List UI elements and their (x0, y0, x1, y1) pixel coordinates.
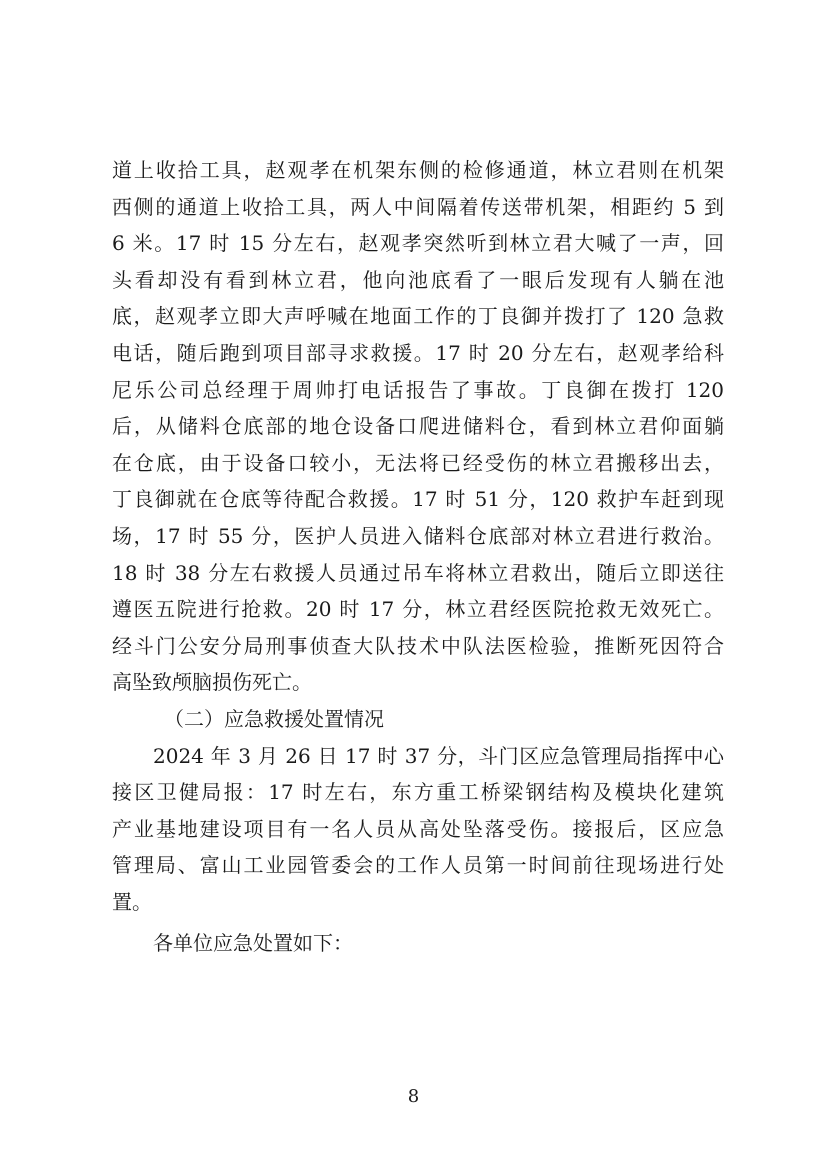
text-line: 后，从储料仓底部的地仓设备口爬进储料仓，看到林立君仰面躺 (112, 414, 724, 439)
text-line: 遵医五院进行抢救。20 时 17 分，林立君经医院抢救无效死亡。 (112, 597, 724, 622)
text-line: 底，赵观孝立即大声呼喊在地面工作的丁良御并拨打了 120 急救 (112, 304, 724, 329)
text-line: 西侧的通道上收拾工具，两人中间隔着传送带机架，相距约 5 到 (112, 194, 724, 219)
section-heading: （二）应急救援处置情况 (164, 706, 384, 731)
paragraph-emergency-units: 各单位应急处置如下： (153, 931, 353, 956)
text-line: 产业基地建设项目有一名人员从高处坠落受伤。接报后，区应急 (112, 816, 724, 841)
text-line: 在仓底，由于设备口较小，无法将已经受伤的林立君搬移出去， (112, 450, 724, 475)
text-line: 丁良御就在仓底等待配合救援。17 时 51 分，120 救护车赶到现 (112, 487, 724, 512)
text-line: 场，17 时 55 分，医护人员进入储料仓底部对林立君进行救治。 (112, 523, 724, 548)
text-line: 6 米。17 时 15 分左右，赵观孝突然听到林立君大喊了一声，回 (112, 231, 724, 256)
text-line: 接区卫健局报：17 时左右，东方重工桥梁钢结构及模块化建筑 (112, 780, 724, 805)
text-line: 头看却没有看到林立君，他向池底看了一眼后发现有人躺在池 (112, 267, 724, 292)
text-line: 2024 年 3 月 26 日 17 时 37 分，斗门区应急管理局指挥中心 (153, 743, 724, 768)
page-number: 8 (407, 1086, 420, 1107)
text-line: 电话，随后跑到项目部寻求救援。17 时 20 分左右，赵观孝给科 (112, 340, 724, 365)
text-line: 尼乐公司总经理于周帅打电话报告了事故。丁良御在拨打 120 (112, 377, 724, 402)
text-line: 置。 (112, 889, 152, 914)
text-line: 18 时 38 分左右救援人员通过吊车将林立君救出，随后立即送往 (112, 560, 724, 585)
text-line: 道上收拾工具，赵观孝在机架东侧的检修通道，林立君则在机架 (112, 158, 724, 182)
paragraph-accident-process (112, 152, 724, 962)
text-line: 经斗门公安分局刑事侦查大队技术中队法医检验，推断死因符合 (112, 633, 724, 658)
text-line: 管理局、富山工业园管委会的工作人员第一时间前往现场进行处 (112, 853, 724, 878)
text-line: 高坠致颅脑损伤死亡。 (112, 670, 312, 695)
